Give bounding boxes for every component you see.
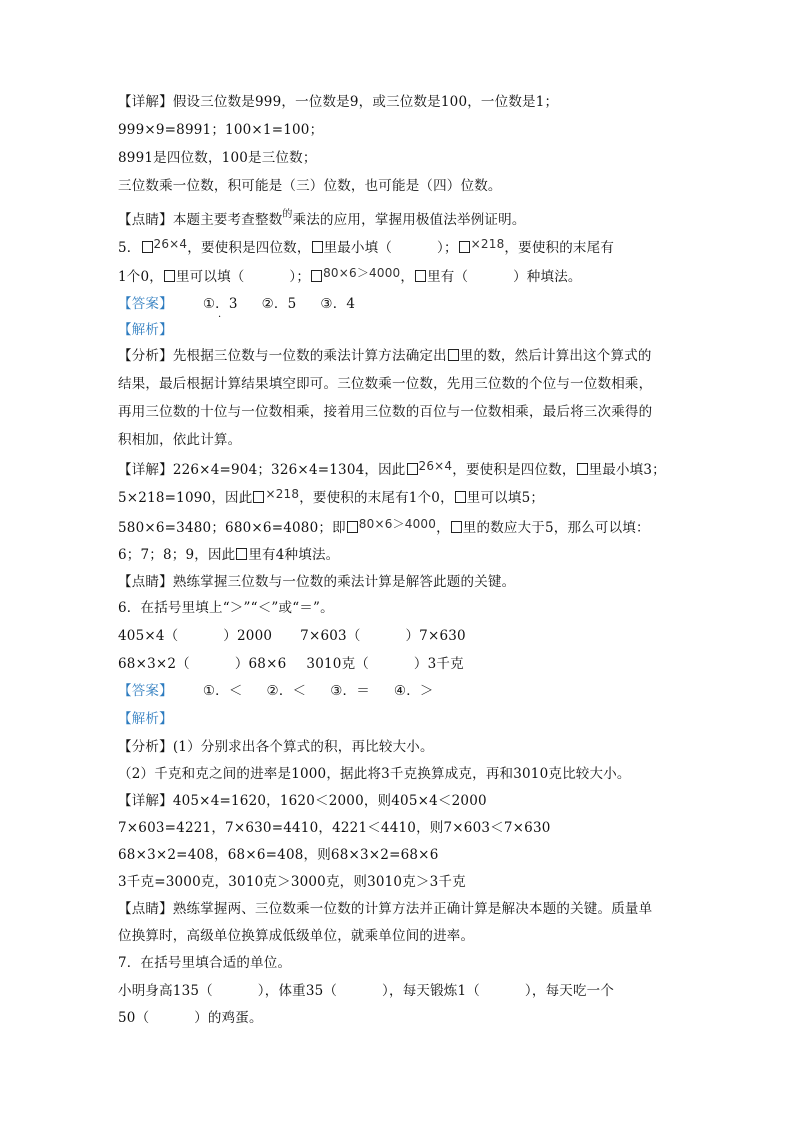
blank-box <box>448 349 459 361</box>
answer-line: 【答案】 ①．＜ ②．＜ ③．＝ ④．＞ <box>118 683 434 699</box>
question-7-title: 7．在括号里填合适的单位。 <box>118 955 292 971</box>
detail-line: 6；7；8；9，因此 里有4种填法。 <box>118 547 340 563</box>
question-6-row1: 405×4（ ）2000 7×603（ ）7×630 <box>118 628 466 644</box>
text-line: （2）千克和克之间的进率是1000，据此将3千克换算成克，再和3010克比较大小。 <box>118 766 631 782</box>
blank-box <box>142 241 153 253</box>
blank-box <box>236 548 247 560</box>
question-7-line1: 小明身高135（ ），体重35（ ），每天锻炼1（ ），每天吃一个 <box>118 983 615 999</box>
text-line: 3千克=3000克，3010克＞3000克，则3010克＞3千克 <box>118 874 466 890</box>
blank-box <box>577 463 588 475</box>
text-line: 再用三位数的十位与一位数相乘，接着用三位数的百位与一位数相乘，最后将三次乘得的 <box>118 404 653 420</box>
detail-line: 【详解】假设三位数是999，一位数是9，或三位数是100，一位数是1； <box>118 94 559 110</box>
text-line: 999×9=8991；100×1=100； <box>118 122 324 138</box>
blank-box <box>312 241 323 253</box>
question-5-line1: 5． 26×4，要使积是四位数， 里最小填（ ）； ×218，要使积的末尾有 <box>118 237 615 256</box>
detail-line: 580×6=3480；680×6=4080；即 80×6＞4000， 里的数应大于5，那么可以填： <box>118 517 650 536</box>
detail-line: 【详解】405×4=1620，1620＜2000，则405×4＜2000 <box>118 793 487 809</box>
answer-line: 【答案】 ①．3 ②．5 ③．4 <box>118 296 356 312</box>
text-line: 7×603=4221，7×630=4410，4221＜4410，则7×603＜7×630 <box>118 820 551 836</box>
blank-box <box>407 463 418 475</box>
detail-line: 5×218=1090，因此 ×218，要使积的末尾有1个0， 里可以填5； <box>118 487 545 506</box>
blank-box <box>253 491 264 503</box>
question-5-line2: 1个0， 里可以填（ ）； 80×6＞4000， 里有（ ）种填法。 <box>118 266 582 285</box>
text-line: 结果，最后根据计算结果填空即可。三位数乘一位数，先用三位数的个位与一位数相乘， <box>118 376 653 392</box>
comment-line: 【点睛】熟练掌握三位数与一位数的乘法计算是解答此题的关键。 <box>118 574 516 590</box>
question-6-row2: 68×3×2（ ）68×6 3010克（ ）3千克 <box>118 656 464 672</box>
analysis-heading: 【解析】 <box>118 322 173 338</box>
blank-box <box>311 270 322 282</box>
blank-box <box>459 241 470 253</box>
comment-line: 【点睛】熟练掌握两、三位数乘一位数的计算方法并正确计算是解决本题的关键。质量单 <box>118 901 653 917</box>
blank-box <box>164 270 175 282</box>
blank-box <box>455 491 466 503</box>
dot-mark: · <box>218 312 222 323</box>
analysis-heading: 【解析】 <box>118 711 173 727</box>
analysis-line: 【分析】(1）分别求出各个算式的积，再比较大小。 <box>118 739 434 755</box>
text-line: 三位数乘一位数，积可能是（三）位数，也可能是（四）位数。 <box>118 178 502 194</box>
blank-box <box>347 521 358 533</box>
analysis-line: 【分析】先根据三位数与一位数的乘法计算方法确定出 里的数，然后计算出这个算式的 <box>118 348 652 364</box>
text-line: 68×3×2=408，68×6=408，则68×3×2=68×6 <box>118 847 439 863</box>
text-line: 8991是四位数，100是三位数； <box>118 150 317 166</box>
text-line: 位换算时，高级单位换算成低级单位，就乘单位间的进率。 <box>118 928 475 944</box>
comment-line: 【点睛】本题主要考查整数$^的$乘法的应用，掌握用极值法举例证明。 <box>118 209 526 228</box>
detail-line: 【详解】226×4=904；326×4=1304，因此 26×4，要使积是四位数， 里最小填3； <box>118 459 666 478</box>
blank-box <box>415 270 426 282</box>
question-6-title: 6．在括号里填上“＞”“＜”或“＝”。 <box>118 600 334 616</box>
blank-box <box>451 521 462 533</box>
question-7-line2: 50（ ）的鸡蛋。 <box>118 1010 263 1026</box>
text-line: 积相加，依此计算。 <box>118 432 242 448</box>
